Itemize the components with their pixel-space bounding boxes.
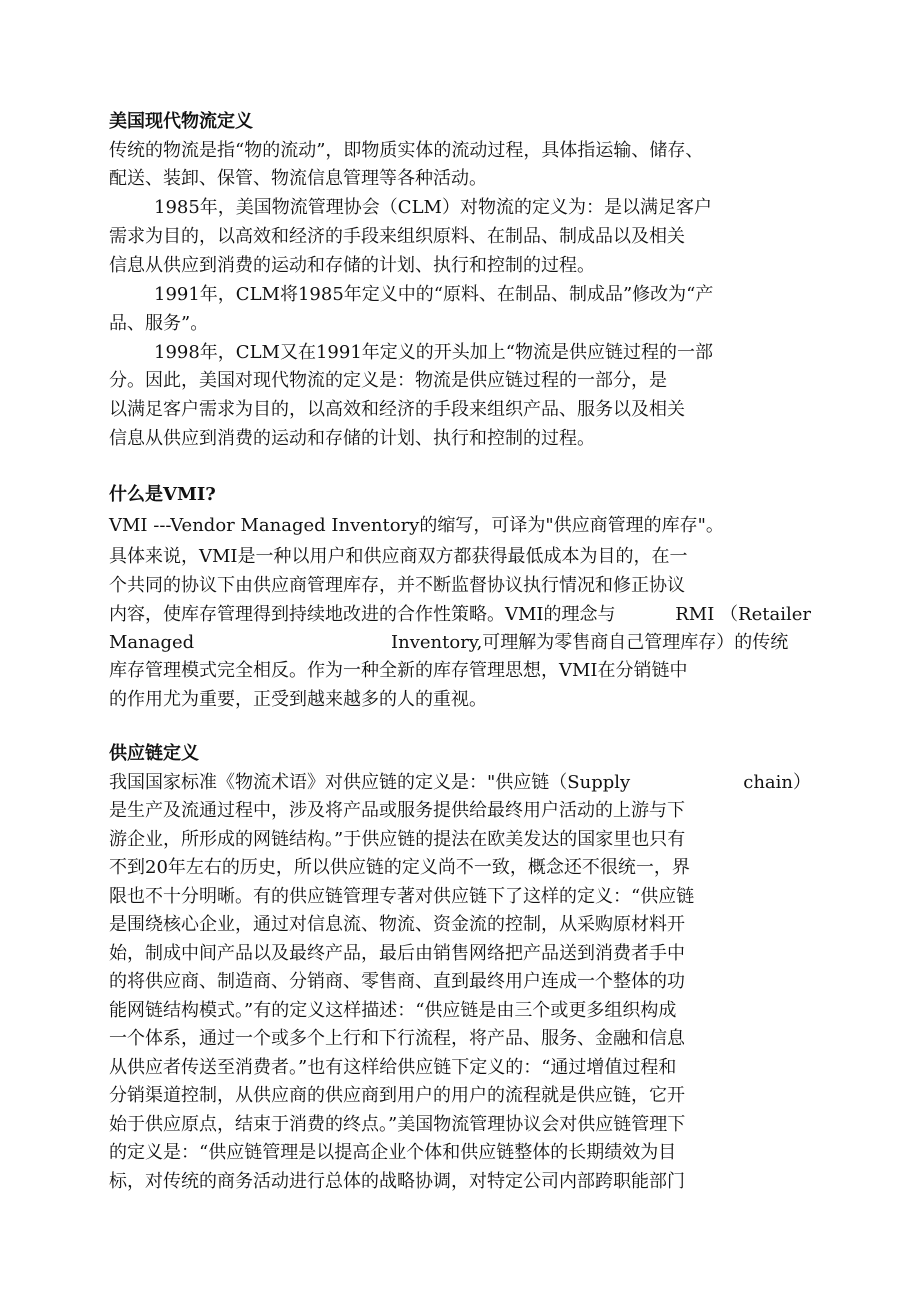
paragraph-line: 1998年，CLM又在1991年定义的开头加上“物流是供应链过程的一部 [154, 342, 713, 363]
paragraph-line: 的将供应商、制造商、分销商、零售商、直到最终用户连成一个整体的功 [109, 971, 685, 992]
vmi-intro-line: VMI ---Vendor Managed Inventory的缩写，可译为"供应商管理的库存"。 [109, 515, 724, 536]
paragraph-line: 个共同的协议下由供应商管理库存，并不断监督协议执行情况和修正协议 [109, 575, 685, 596]
paragraph-line: 是生产及流通过程中，涉及将产品或服务提供给最终用户活动的上游与下 [109, 800, 685, 821]
paragraph-line: 品、服务”。 [109, 313, 209, 334]
paragraph-line: 传统的物流是指“物的流动”，即物质实体的流动过程，具体指运输、储存、 [109, 140, 704, 161]
paragraph-line-justified [109, 632, 811, 654]
paragraph-line-justified [109, 604, 811, 626]
paragraph-line: 分。因此，美国对现代物流的定义是：物流是供应链过程的一部分，是 [109, 370, 667, 391]
paragraph-line: 一个体系，通过一个或多个上行和下行流程，将产品、服务、金融和信息 [109, 1028, 685, 1049]
paragraph-line: 信息从供应到消费的运动和存储的计划、执行和控制的过程。 [109, 428, 595, 449]
paragraph-line: 以满足客户需求为目的，以高效和经济的手段来组织产品、服务以及相关 [109, 399, 685, 420]
line-head: Managed [109, 632, 195, 653]
paragraph-line: 从供应者传送至消费者。”也有这样给供应链下定义的：“通过增值过程和 [109, 1057, 677, 1078]
paragraph-line: 始于供应原点，结束于消费的终点。”美国物流管理协议会对供应链管理下 [109, 1114, 686, 1135]
paragraph-line: 1985年，美国物流管理协会（CLM）对物流的定义为：是以满足客户 [154, 197, 712, 218]
paragraph-line: 的作用尤为重要，正受到越来越多的人的重视。 [109, 689, 487, 710]
line-tail: chain） [743, 772, 811, 793]
paragraph-line: 需求为目的，以高效和经济的手段来组织原料、在制品、制成品以及相关 [109, 226, 685, 247]
paragraph-line: 1991年，CLM将1985年定义中的“原料、在制品、制成品”修改为“产 [154, 284, 714, 305]
paragraph-line: 具体来说，VMI是一种以用户和供应商双方都获得最低成本为目的，在一 [109, 546, 688, 567]
paragraph-line: 是围绕核心企业，通过对信息流、物流、资金流的控制，从采购原材料开 [109, 914, 685, 935]
line-tail: RMI （Retailer [675, 604, 811, 625]
paragraph-line: 不到20年左右的历史，所以供应链的定义尚不一致，概念还不很统一，界 [109, 857, 690, 878]
line-head: 我国国家标准《物流术语》对供应链的定义是："供应链（Supply [109, 772, 631, 793]
paragraph-line: 游企业，所形成的网链结构。”于供应链的提法在欧美发达的国家里也只有 [109, 829, 686, 850]
paragraph-line: 限也不十分明晰。有的供应链管理专著对供应链下了这样的定义：“供应链 [109, 886, 695, 907]
section-heading-us-logistics: 美国现代物流定义 [109, 111, 253, 132]
paragraph-line: 标，对传统的商务活动进行总体的战略协调，对特定公司内部跨职能部门 [109, 1171, 685, 1192]
section-heading-supply-chain: 供应链定义 [109, 743, 199, 764]
paragraph-line: 配送、装卸、保管、物流信息管理等各种活动。 [109, 168, 487, 189]
paragraph-line: 信息从供应到消费的运动和存储的计划、执行和控制的过程。 [109, 255, 595, 276]
line-tail: Inventory,可理解为零售商自己管理库存）的传统 [391, 632, 789, 653]
section-heading-vmi: 什么是VMI? [109, 484, 216, 505]
paragraph-line: 的定义是：“供应链管理是以提高企业个体和供应链整体的长期绩效为目 [109, 1142, 677, 1163]
paragraph-line: 库存管理模式完全相反。作为一种全新的库存管理思想，VMI在分销链中 [109, 660, 688, 681]
paragraph-line-justified [109, 772, 811, 794]
paragraph-line: 分销渠道控制，从供应商的供应商到用户的用户的流程就是供应链，它开 [109, 1085, 685, 1106]
paragraph-line: 始，制成中间产品以及最终产品，最后由销售网络把产品送到消费者手中 [109, 943, 685, 964]
paragraph-line: 能网链结构模式。”有的定义这样描述：“供应链是由三个或更多组织构成 [109, 1000, 677, 1021]
line-head: 内容，使库存管理得到持续地改进的合作性策略。VMI的理念与 [109, 604, 616, 625]
